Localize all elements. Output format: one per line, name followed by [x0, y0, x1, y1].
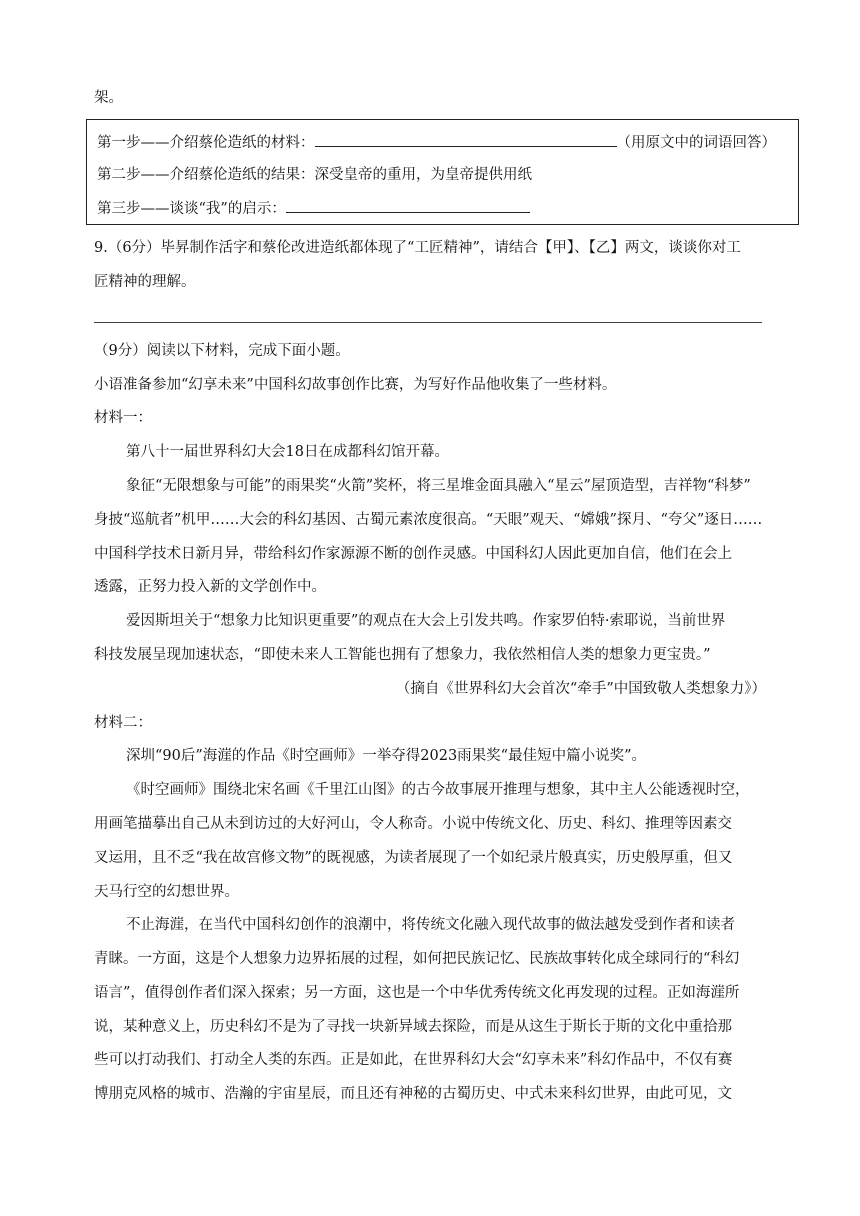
m1-p3-l2: 科技发展呈现加速状态，“即使未来人工智能也拥有了想象力，我依然相信人类的想象力更宝贵。”	[94, 647, 711, 663]
m1-source: （摘自《世界科幻大会首次“牵手”中国致敬人类想象力》）	[395, 681, 766, 697]
m1-p3-l1: 爱因斯坦关于“想象力比知识更重要”的观点在大会上引发共鸣。作家罗伯特·索耶说，当前世界	[126, 613, 726, 629]
q9-line1: 9.（6分）毕昇制作活字和蔡伦改进造纸都体现了“工匠精神”，请结合【甲】、【乙】两文，谈谈你对工	[94, 240, 741, 256]
top-fragment: 架。	[94, 90, 123, 106]
m1-p1: 第八十一届世界科幻大会18日在成都科幻馆开幕。	[126, 444, 449, 460]
m1-p2-l4: 透露，正努力投入新的文学创作中。	[94, 579, 326, 595]
m2-p3-l6: 博朋克风格的城市、浩瀚的宇宙星辰，而且还有神秘的古蜀历史、中式未来科幻世界，由此可见，文	[94, 1086, 732, 1102]
step1-row	[97, 131, 776, 152]
m2-p3-l3: 语言”，值得创作者们深入探索；另一方面，这也是一个中华优秀传统文化再发现的过程。正如海漄所	[94, 985, 740, 1001]
m2-p3-l4: 说，某种意义上，历史科幻不是为了寻找一块新异域去探险，而是从这生于斯长于斯的文化中重拾那	[94, 1019, 732, 1035]
m2-p2-l4: 天马行空的幻想世界。	[94, 884, 239, 900]
m2-p2-l3: 叉运用，且不乏“我在故宫修文物”的既视感，为读者展现了一个如纪录片般真实，历史般厚重，但又	[94, 850, 733, 866]
m1-p2-l3: 中国科学技术日新月异，带给科幻作家源源不断的创作灵感。中国科幻人因此更加自信，他们在会上	[94, 546, 732, 562]
material2-title: 材料二：	[94, 715, 152, 731]
m1-p2-l1: 象征“无限想象与可能”的雨果奖“火箭”奖杯，将三星堆金面具融入“星云”屋顶造型，吉祥物“科梦”	[126, 478, 751, 494]
m2-p3-l2: 青睐。一方面，这是个人想象力边界拓展的过程，如何把民族记忆、民族故事转化成全球同行的“科幻	[94, 951, 740, 967]
m2-p2-l1: 《时空画师》围绕北宋名画《千里江山图》的古今故事展开推理与想象，其中主人公能透视时空，	[126, 782, 750, 798]
m2-p2-l2: 用画笔描摹出自己从未到访过的大好河山，令人称奇。小说中传统文化、历史、科幻、推理等因素交	[94, 816, 732, 832]
step3-answer-blank[interactable]	[286, 198, 530, 213]
section-intro: （9分）阅读以下材料，完成下面小题。	[94, 343, 350, 359]
material1-title: 材料一：	[94, 410, 152, 426]
m2-p1: 深圳“90后”海漄的作品《时空画师》一举夺得2023雨果奖“最佳短中篇小说奖”。	[126, 748, 647, 764]
m1-p2-l2: 身披“巡航者”机甲……大会的科幻基因、古蜀元素浓度很高。“天眼”观天、“嫦娥”探月、“夸父”逐日……	[94, 512, 763, 528]
q9-line2: 匠精神的理解。	[94, 274, 196, 290]
step3-row	[97, 197, 530, 218]
section-intro-2: 小语准备参加“幻享未来”中国科幻故事创作比赛，为写好作品他收集了一些材料。	[94, 377, 617, 393]
step1-answer-blank[interactable]	[315, 132, 617, 147]
m2-p3-l1: 不止海漄，在当代中国科幻创作的浪潮中，将传统文化融入现代故事的做法越发受到作者和读者	[126, 917, 735, 933]
step1-hint: （用原文中的词语回答）	[616, 135, 776, 151]
steps-box	[86, 119, 799, 225]
q9-answer-line[interactable]	[94, 322, 762, 323]
step3-label: 第三步——谈谈“我”的启示：	[97, 201, 286, 217]
step2-row: 第二步——介绍蔡伦造纸的结果：深受皇帝的重用，为皇帝提供用纸	[97, 167, 532, 183]
step1-label: 第一步——介绍蔡伦造纸的材料：	[97, 135, 315, 151]
m2-p3-l5: 些可以打动我们、打动全人类的东西。正是如此，在世界科幻大会“幻享未来”科幻作品中，不仅有赛	[94, 1052, 733, 1068]
